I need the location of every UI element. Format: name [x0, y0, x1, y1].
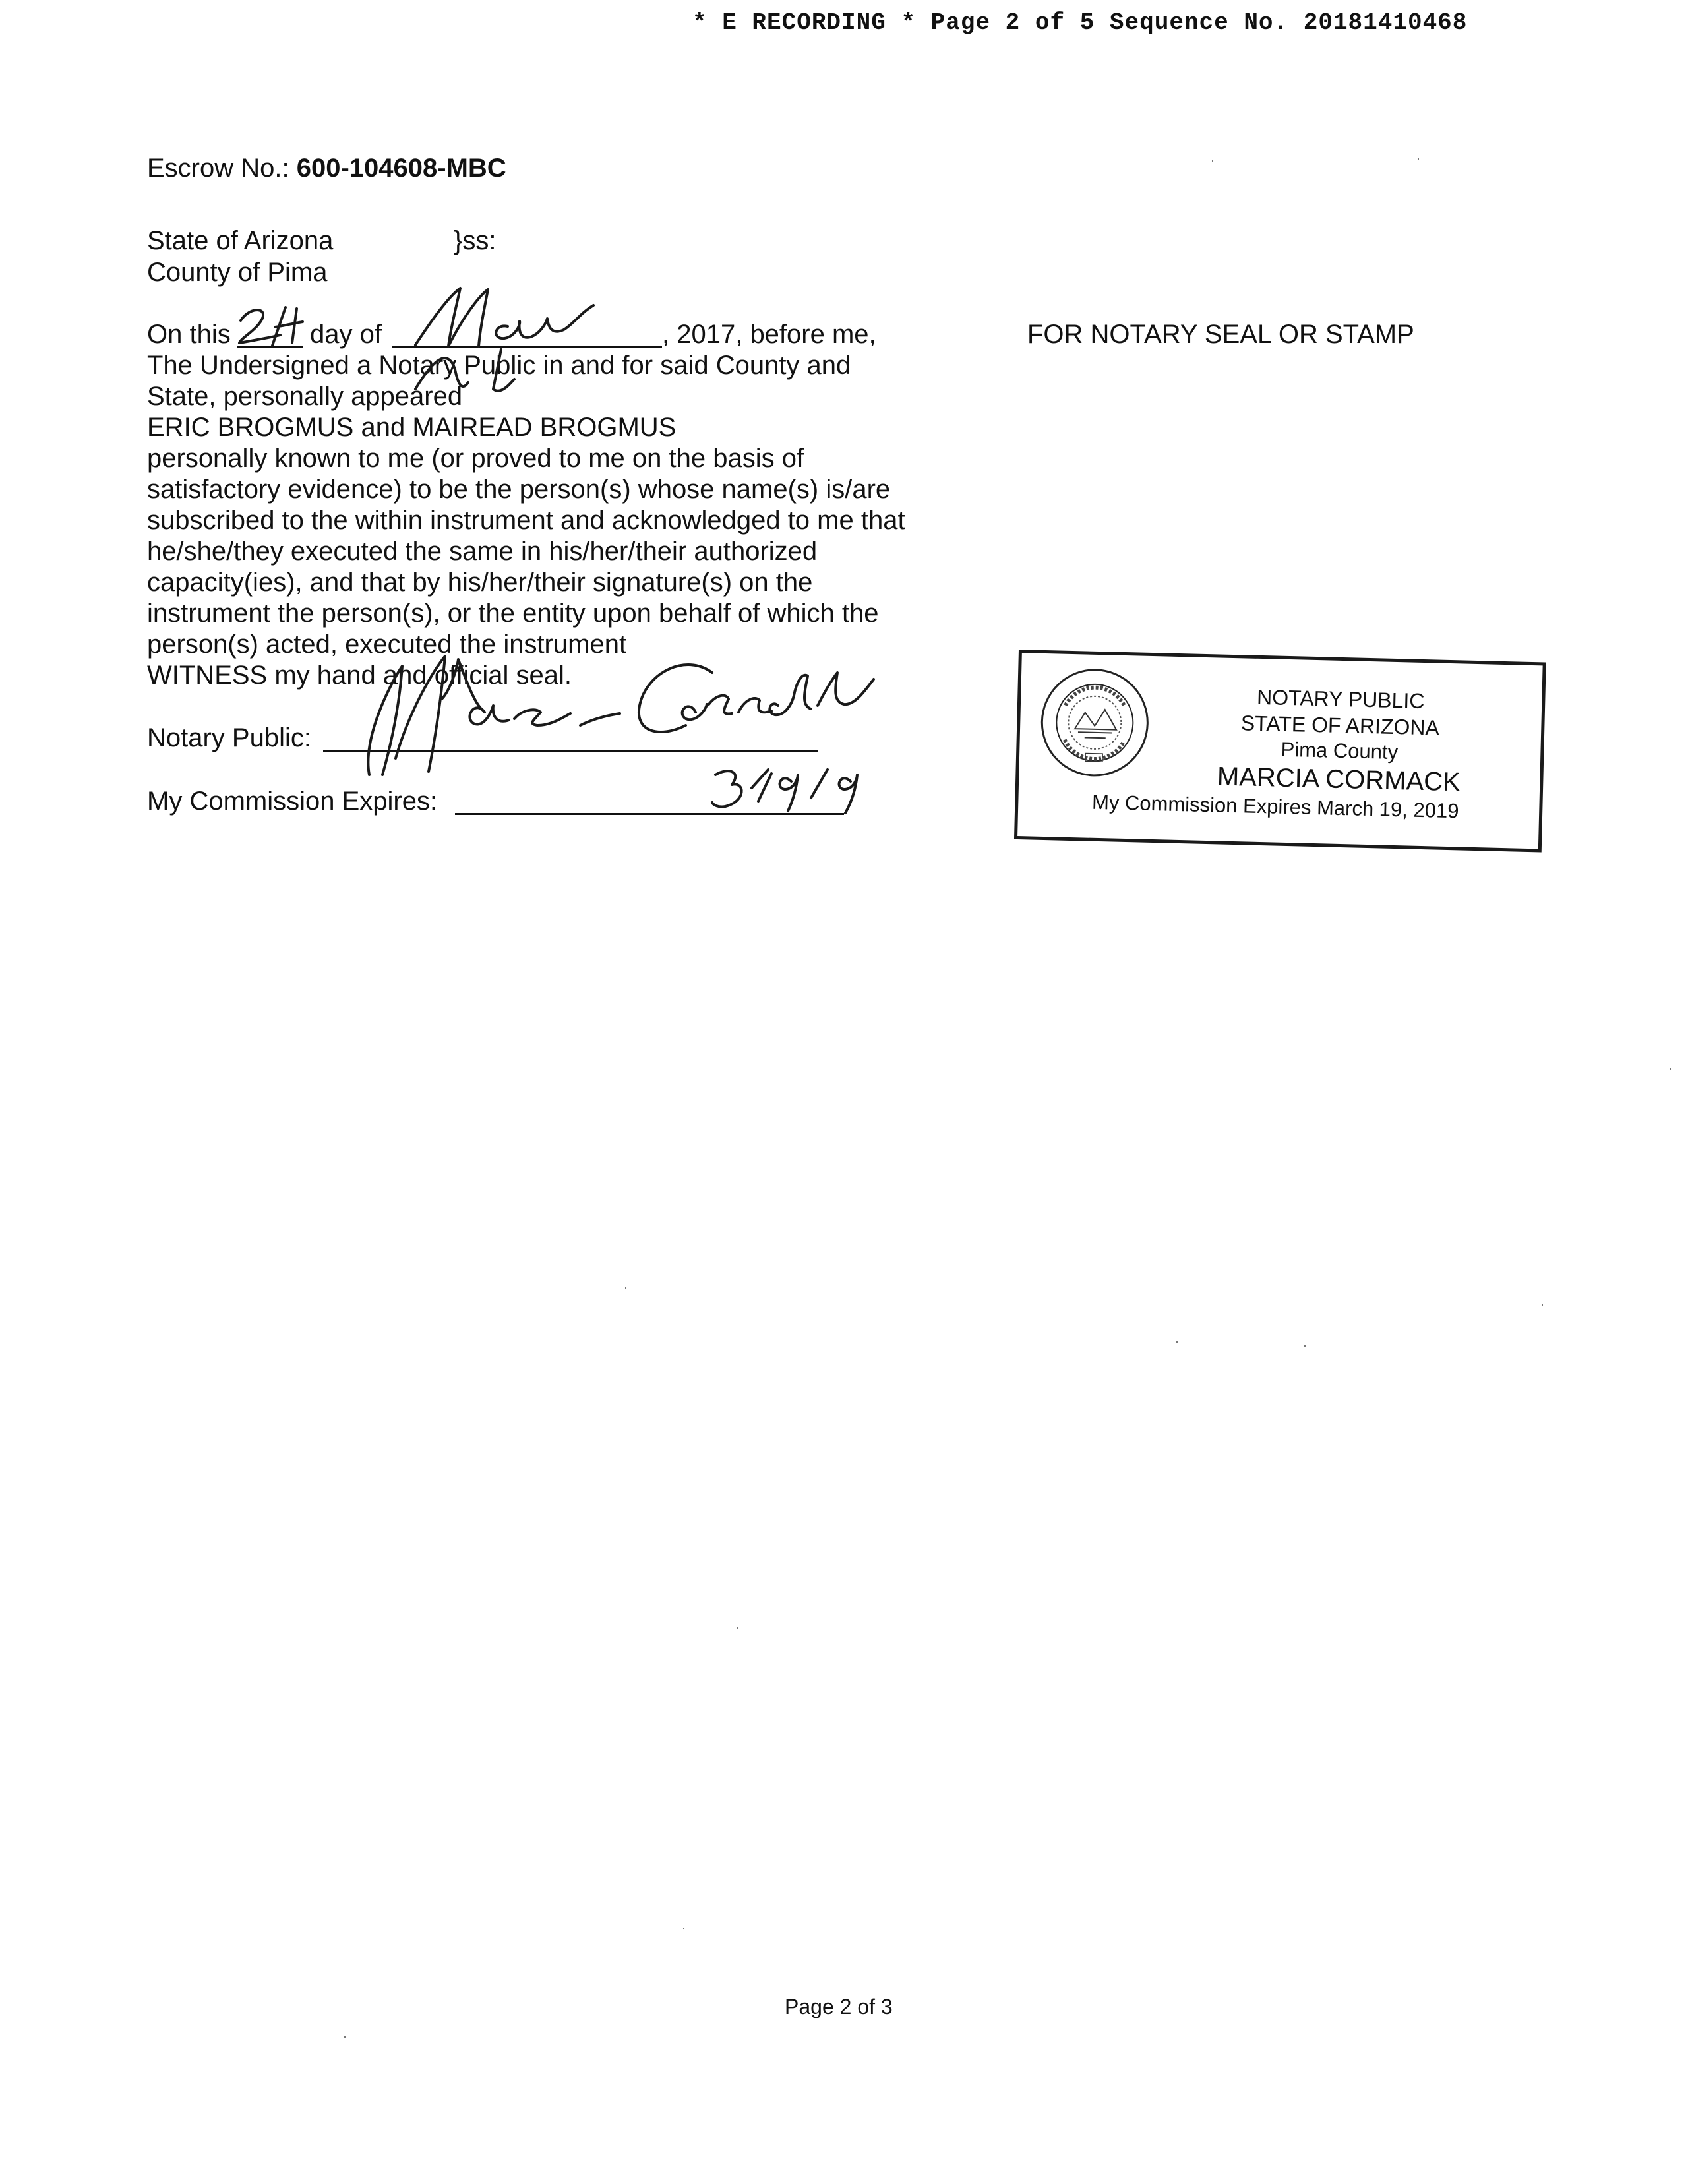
scan-speck [1670, 1068, 1671, 1070]
handwritten-day [234, 302, 307, 351]
appeared-names: ERIC BROGMUS and MAIREAD BROGMUS [147, 413, 677, 442]
scan-speck [1212, 160, 1213, 162]
stamp-line-expires: My Commission Expires March 19, 2019 [1091, 790, 1459, 823]
ack-body-line: capacity(ies), and that by his/her/their signature(s) on the [147, 568, 813, 597]
venue-county: County of Pima [147, 258, 328, 287]
year-before-me: , 2017, before me, [662, 320, 876, 349]
day-of-label: day of [310, 320, 382, 349]
notary-stamp [1014, 650, 1546, 852]
scan-speck [344, 2036, 346, 2038]
handwritten-month [396, 280, 613, 353]
scan-speck [625, 1287, 626, 1289]
seal-area-label: FOR NOTARY SEAL OR STAMP [1027, 320, 1414, 349]
stamp-line-county: Pima County [1281, 737, 1399, 764]
scan-speck [1542, 1304, 1543, 1306]
ack-body-line: subscribed to the within instrument and acknowledged to me that [147, 506, 905, 535]
escrow-number: 600-104608-MBC [296, 154, 506, 183]
commission-label: My Commission Expires: [147, 787, 438, 816]
ack-body-line: instrument the person(s), or the entity upon behalf of which the [147, 599, 879, 628]
scan-speck [683, 1928, 684, 1929]
witness-line: WITNESS my hand and official seal. [147, 661, 572, 690]
on-this-label: On this [147, 320, 231, 349]
ack-line-3: State, personally appeared [147, 382, 463, 411]
scan-speck [1418, 158, 1419, 160]
scan-speck [1176, 1341, 1178, 1343]
ack-body-line: he/she/they executed the same in his/her/their authorized [147, 537, 818, 566]
venue-ss: }ss: [454, 226, 497, 255]
recording-header: * E RECORDING * Page 2 of 5 Sequence No. 20181410468 [692, 9, 1468, 36]
handwritten-mark [409, 343, 521, 402]
ack-body-line: satisfactory evidence) to be the person(s) whose name(s) is/are [147, 475, 891, 504]
stamp-text [1091, 681, 1529, 826]
stamp-line-title: NOTARY PUBLIC [1256, 684, 1425, 713]
state-seal-icon [1037, 665, 1152, 780]
escrow-label: Escrow No.: [147, 154, 289, 183]
notary-public-label: Notary Public: [147, 723, 311, 752]
stamp-line-name: MARCIA CORMACK [1217, 762, 1461, 797]
handwritten-commission-date [706, 762, 870, 818]
stamp-line-state: STATE OF ARIZONA [1240, 711, 1440, 740]
escrow-line [147, 153, 506, 184]
scan-speck [737, 1627, 738, 1629]
ack-line-2: The Undersigned a Notary Public in and for said County and [147, 351, 851, 380]
ack-body-line: personally known to me (or proved to me on the basis of [147, 444, 804, 473]
notary-signature [316, 626, 884, 785]
venue-state: State of Arizona [147, 226, 334, 255]
ack-body-line: person(s) acted, executed the instrument [147, 630, 627, 659]
scan-speck [1304, 1345, 1306, 1347]
page-footer: Page 2 of 3 [785, 1995, 893, 2018]
